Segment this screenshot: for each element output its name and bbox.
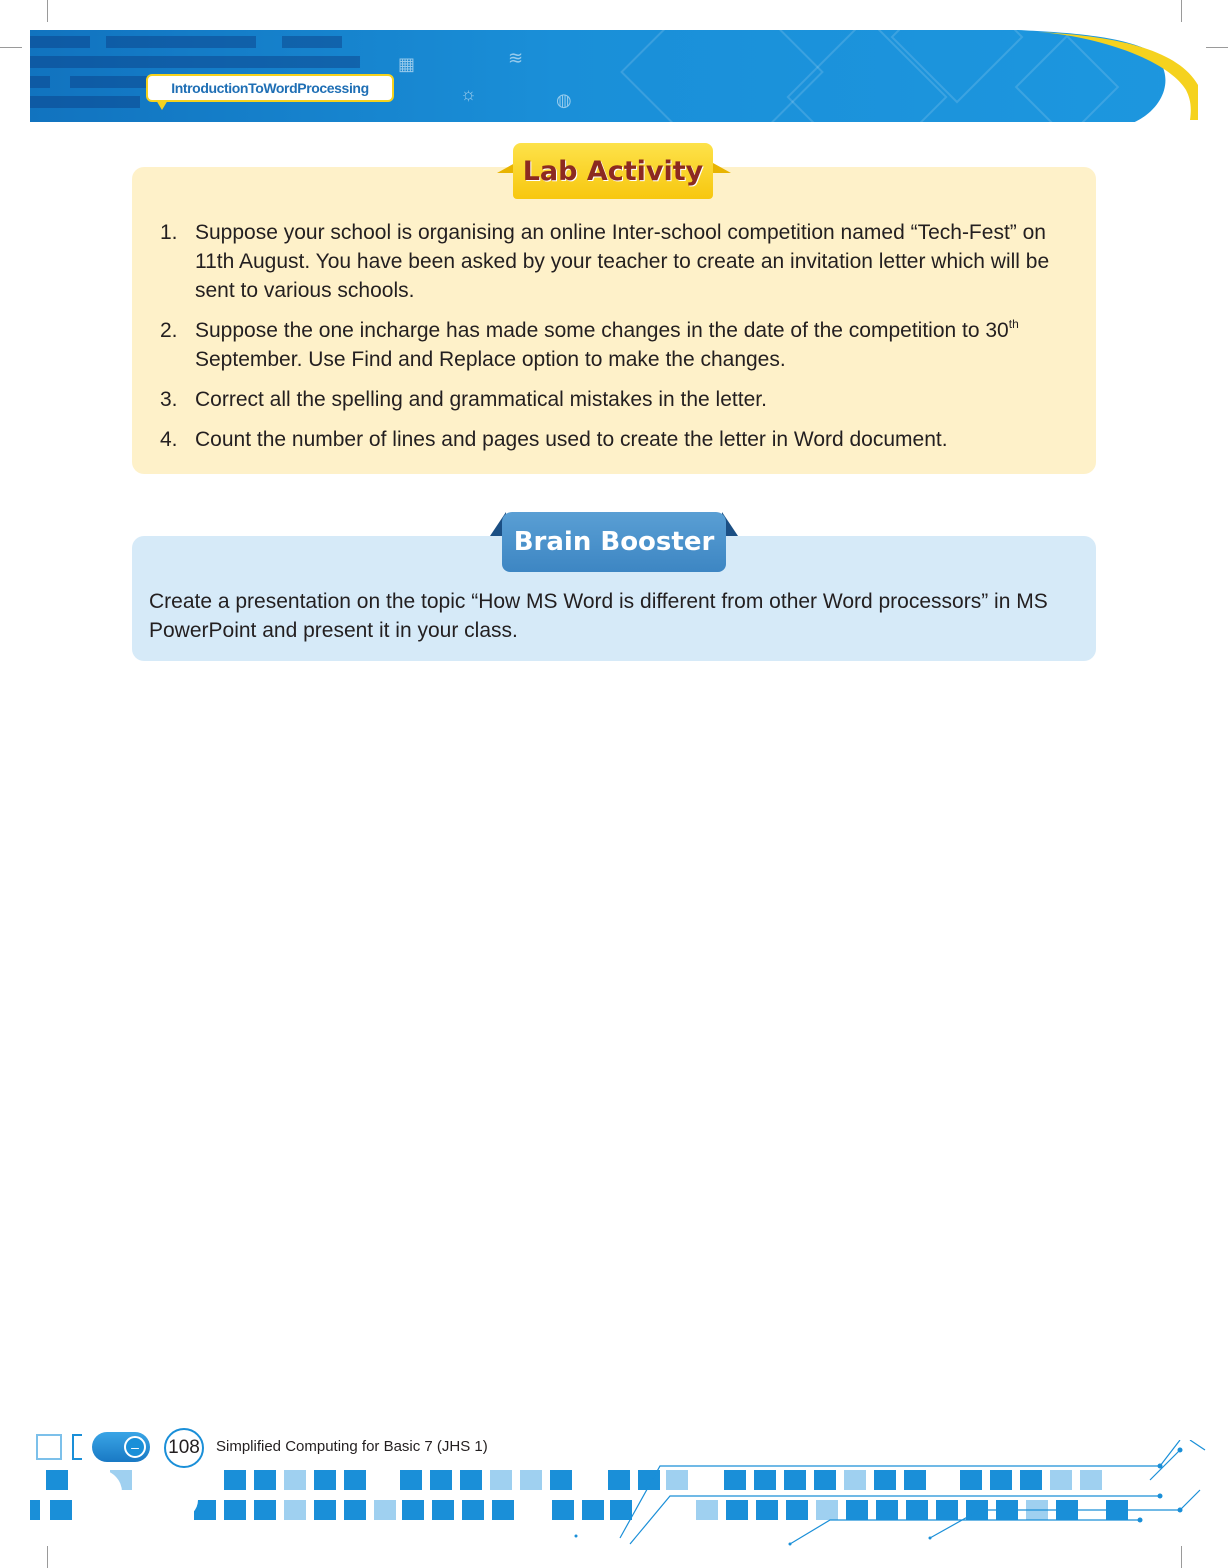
list-item: [160, 425, 1080, 454]
header-pattern: [70, 76, 150, 88]
list-item-text: Correct all the spelling and grammatical mistakes in the letter.: [195, 388, 767, 411]
wifi-icon: ≋: [508, 48, 524, 68]
page-number-text: 108: [168, 1437, 200, 1458]
list-item: [160, 316, 1080, 374]
brain-booster-text: Create a presentation on the topic “How MS Word is different from other Word processors” in MS PowerPoint and present it in your class.: [149, 590, 1048, 642]
list-item: [160, 218, 1080, 305]
globe-icon: ◍: [556, 90, 572, 110]
minus-icon: –: [124, 1436, 146, 1458]
list-item-number: 2.: [160, 319, 178, 342]
ordinal-suffix: th: [1008, 317, 1019, 331]
list-item: [160, 385, 1080, 414]
calculator-icon: ▦: [398, 54, 416, 74]
list-item-number: 3.: [160, 388, 178, 411]
list-item-number: 1.: [160, 221, 178, 244]
lightbulb-icon: ☼: [460, 84, 477, 104]
list-item-text: Count the number of lines and pages used to create the letter in Word document.: [195, 428, 948, 451]
crop-mark: [1206, 47, 1228, 48]
list-item-number: 4.: [160, 428, 178, 451]
list-item-text: September. Use Find and Replace option to make the changes.: [195, 348, 786, 371]
lab-activity-title: Lab Activity: [513, 143, 713, 199]
header-pattern: [282, 36, 342, 48]
chapter-tag-tail: [156, 100, 168, 110]
header-pattern: [30, 36, 90, 48]
brain-booster-title-tab: [490, 512, 738, 572]
header-pattern: [30, 76, 50, 88]
brain-booster-title: Brain Booster: [502, 512, 726, 572]
ribbon-ear: [713, 163, 731, 173]
header-decoration: [620, 30, 824, 122]
crop-mark: [0, 47, 22, 48]
book-title: Simplified Computing for Basic 7 (JHS 1): [216, 1438, 488, 1455]
chapter-tag: [146, 74, 394, 102]
lab-activity-title-tab: [493, 141, 735, 199]
header-pattern: [30, 96, 140, 108]
header-pattern: [30, 56, 360, 68]
header-pattern: [106, 36, 256, 48]
lab-activity-list: [160, 218, 1080, 465]
list-item-text: Suppose your school is organising an online Inter-school competition named “Tech-Fest” on 11th August. You have been asked by your teacher to create an invitation letter which will be sent to various schools.: [195, 221, 1050, 302]
footer-pattern: [30, 1440, 1210, 1550]
header-swoosh: [1018, 30, 1198, 125]
chapter-tag-label: IntroductionToWordProcessing: [171, 80, 369, 96]
crop-mark: [1181, 0, 1182, 22]
crop-mark: [47, 0, 48, 22]
list-item-text: Suppose the one incharge has made some changes in the date of the competition to 30: [195, 319, 1009, 342]
